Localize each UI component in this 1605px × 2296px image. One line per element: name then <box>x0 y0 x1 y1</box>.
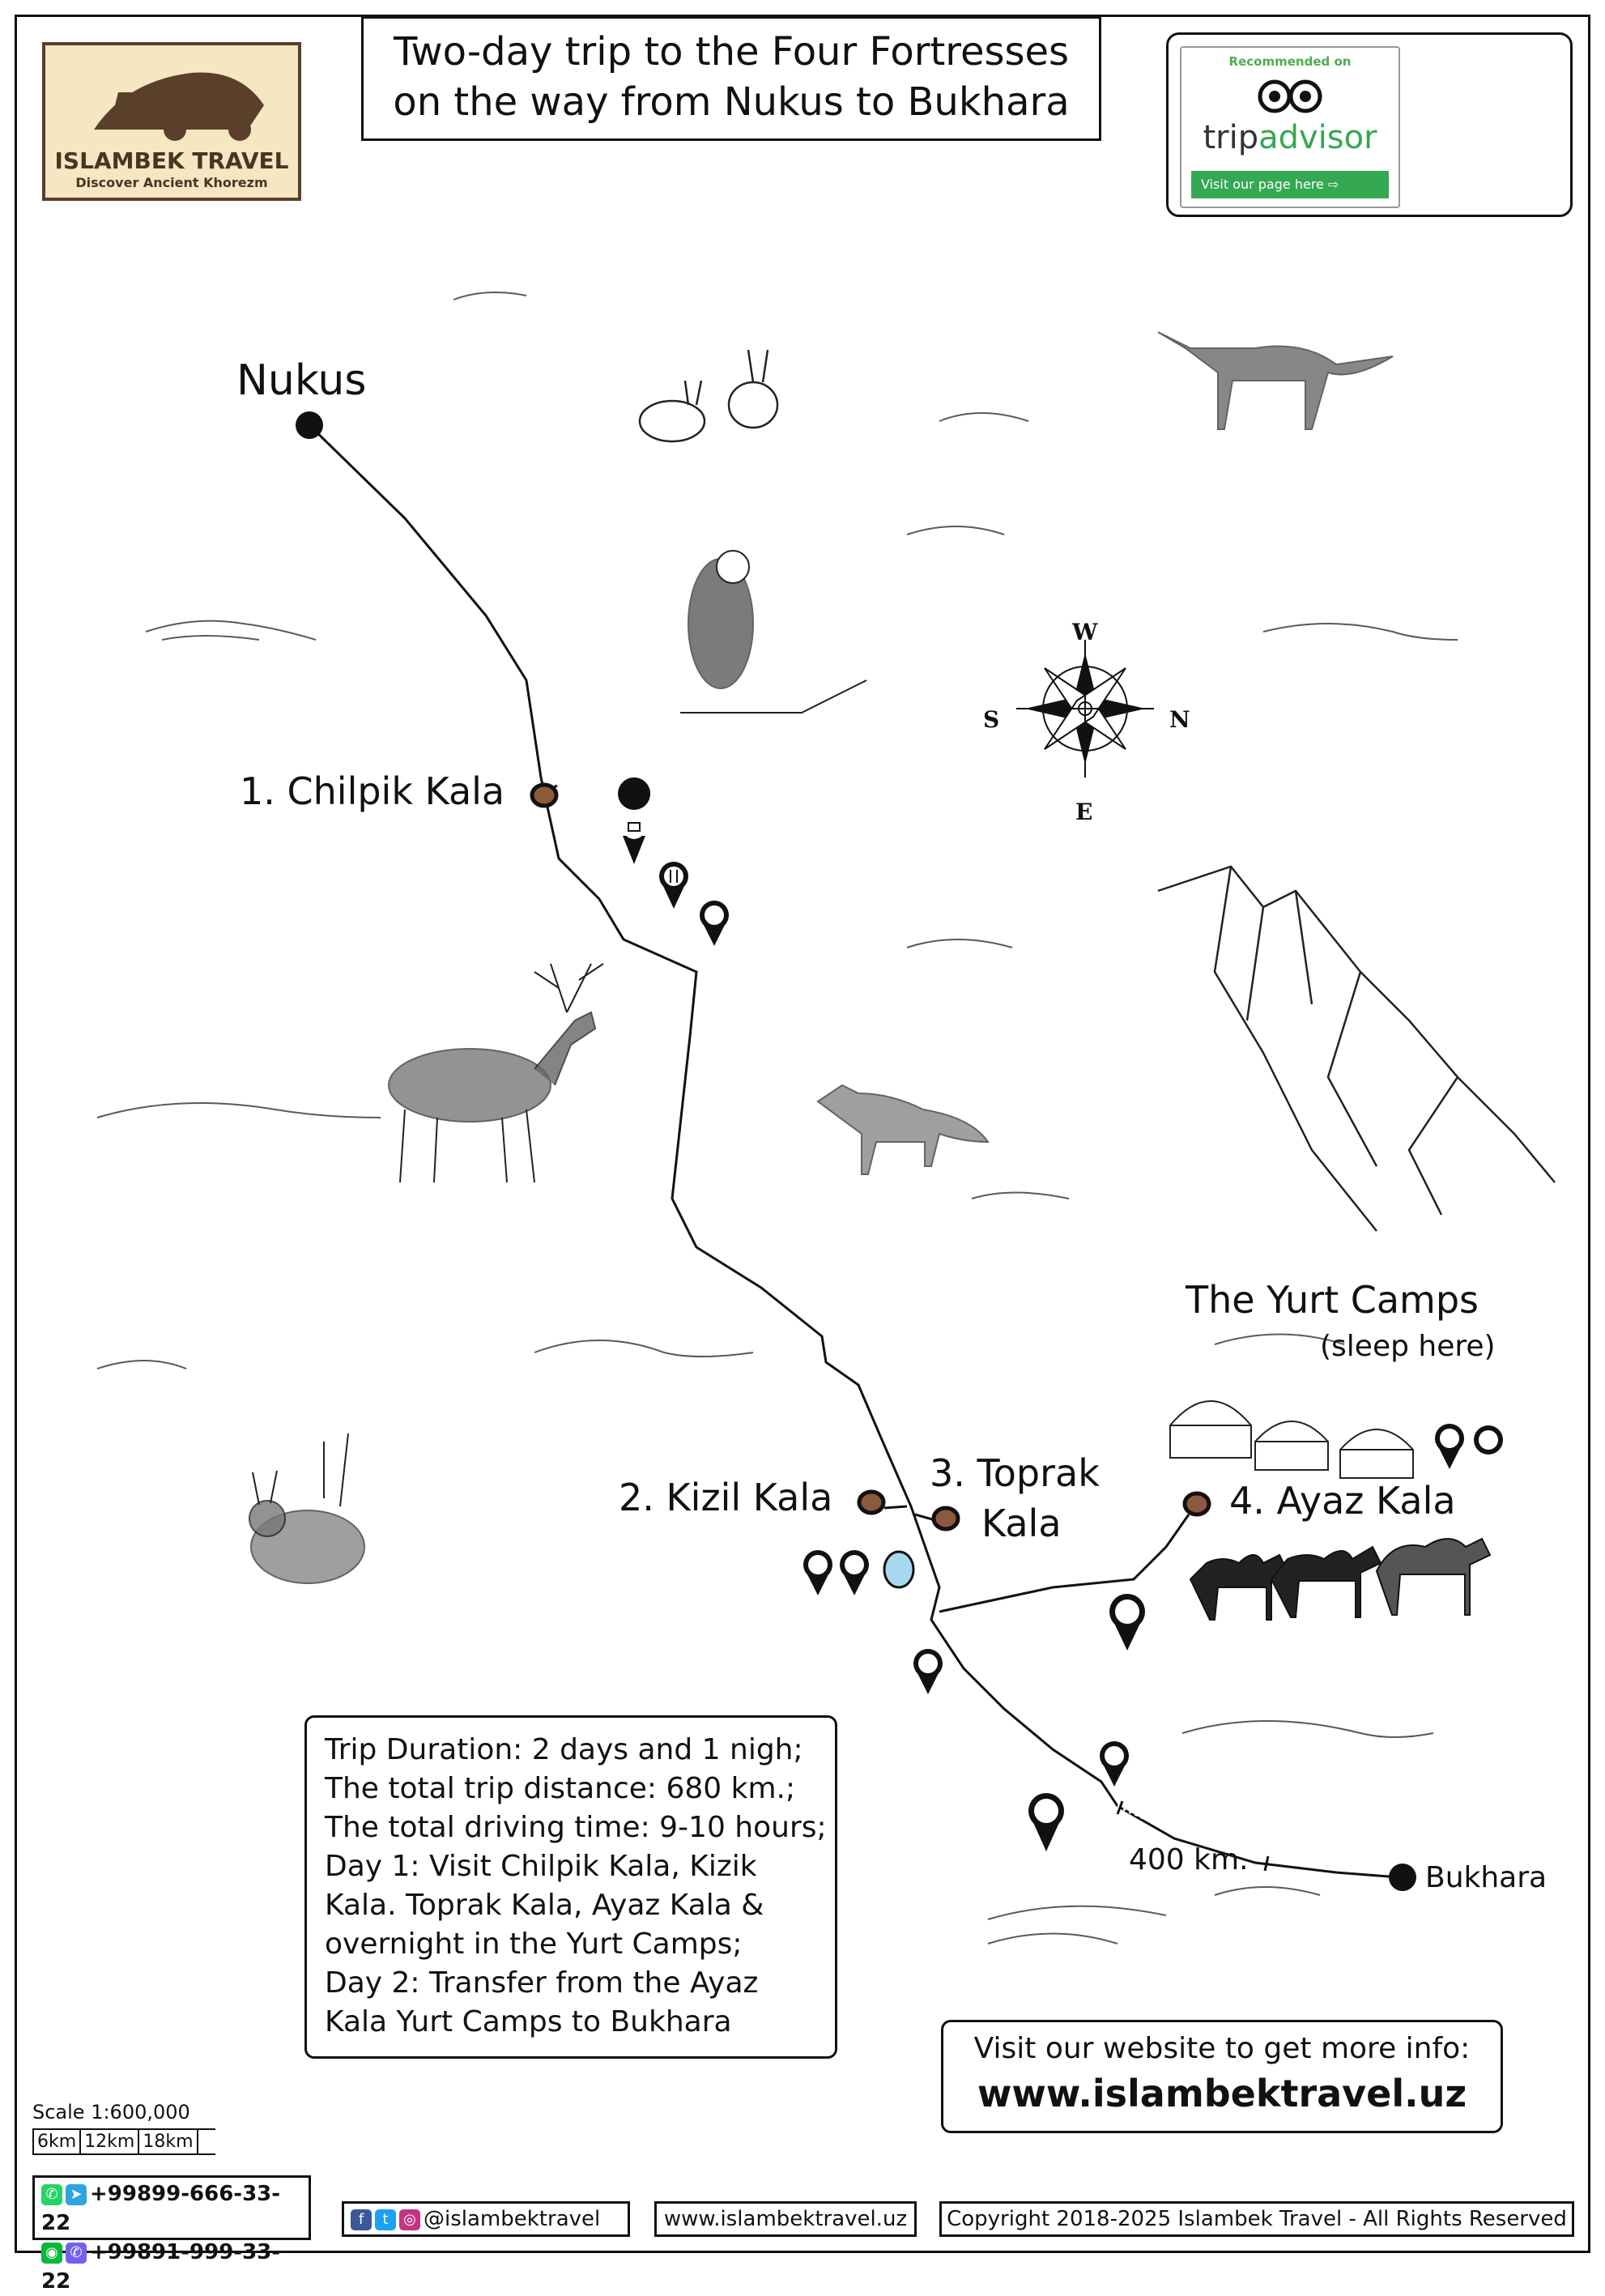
copyright: Copyright 2018-2025 Islambek Travel - All Rights Reserved <box>939 2201 1574 2237</box>
arrow-right-icon: ⇨ <box>1327 177 1339 192</box>
compass-s: S <box>983 706 1000 733</box>
label-toprak-2: Kala <box>981 1502 1062 1545</box>
info-line: Kala Yurt Camps to Bukhara <box>325 2005 732 2038</box>
phone-1[interactable]: +99899-666-33-22 <box>41 2182 281 2235</box>
label-bukhara: Bukhara <box>1425 1861 1548 1894</box>
label-toprak-1: 3. Toprak <box>930 1451 1100 1495</box>
mountain-sketch <box>1158 867 1555 1231</box>
social-box <box>342 2201 630 2237</box>
info-line: Day 2: Transfer from the Ayaz <box>325 1966 759 2000</box>
food-pin-icon <box>1435 1424 1464 1469</box>
food-pin-icon <box>913 1649 943 1694</box>
wechat-icon[interactable]: ◉ <box>41 2243 62 2264</box>
nukus-dot <box>296 411 323 439</box>
yurt-note: (sleep here) <box>1320 1330 1496 1363</box>
food-pin-icon <box>1100 1741 1129 1787</box>
scale-bar <box>32 2101 215 2155</box>
shop-pin-icon <box>1028 1793 1064 1851</box>
compass-w: W <box>1072 619 1098 645</box>
scale-label: Scale 1:600,000 <box>32 2101 190 2123</box>
website-box[interactable] <box>941 2020 1503 2133</box>
ayaz-marker <box>1185 1493 1209 1514</box>
facebook-icon[interactable]: f <box>351 2209 372 2230</box>
yurt-title: The Yurt Camps <box>1186 1278 1479 1322</box>
food-pin-icon <box>659 862 688 909</box>
info-line: Kala. Toprak Kala, Ayaz Kala & <box>325 1889 764 1922</box>
wc-pin-icon <box>700 901 729 946</box>
water-marker <box>884 1552 913 1587</box>
instagram-icon[interactable]: ◎ <box>399 2209 420 2230</box>
website-url[interactable]: www.islambektravel.uz <box>977 2072 1467 2115</box>
map-title <box>361 16 1101 141</box>
label-ayaz: 4. Ayaz Kala <box>1229 1479 1456 1523</box>
label-kizil: 2. Kizil Kala <box>619 1476 833 1519</box>
tripadvisor-badge[interactable] <box>1166 32 1573 217</box>
scale-cell: 12km <box>81 2130 139 2153</box>
label-nukus: Nukus <box>236 356 367 405</box>
compass-rose <box>1016 640 1154 777</box>
bukhara-dot <box>1389 1864 1416 1891</box>
ta-visit-link[interactable]: Visit our page here ⇨ <box>1191 171 1389 198</box>
info-line: Trip Duration: 2 days and 1 nigh; <box>325 1733 803 1766</box>
eagle-sketch <box>680 551 866 713</box>
branch-ayaz <box>939 1514 1189 1612</box>
ta-name: tripadvisor <box>1203 119 1377 156</box>
main-route <box>309 425 1399 1877</box>
car-logo-icon <box>45 49 298 146</box>
phone-2[interactable]: +99891-999-33-22 <box>41 2240 281 2294</box>
toprak-marker <box>934 1508 958 1529</box>
title-line-1: Two-day trip to the Four Fortresses <box>393 29 1070 75</box>
logo-brand: ISLAMBEK TRAVEL <box>54 147 289 174</box>
kizil-marker <box>859 1492 883 1513</box>
twitter-icon[interactable]: t <box>375 2209 396 2230</box>
info-line: The total driving time: 9-10 hours; <box>325 1811 827 1844</box>
deer-sketch <box>389 964 603 1182</box>
scale-cell: 18km <box>139 2130 198 2153</box>
compass-e: E <box>1075 799 1093 825</box>
rabbits-sketch <box>640 350 777 441</box>
wc-pin-icon <box>1474 1425 1503 1455</box>
small-fox-sketch <box>818 1085 988 1174</box>
viber-icon[interactable]: ✆ <box>66 2243 87 2264</box>
owl-icon <box>1254 79 1326 114</box>
branch-kizil <box>884 1506 907 1508</box>
whatsapp-icon[interactable]: ✆ <box>41 2184 62 2205</box>
camels-sketch <box>1190 1539 1490 1620</box>
yurts-sketch <box>1170 1401 1413 1478</box>
info-line: The total trip distance: 680 km.; <box>325 1772 796 1805</box>
telegram-icon[interactable]: ➤ <box>66 2184 87 2205</box>
shop-pin-icon <box>1109 1594 1145 1651</box>
phone-box <box>32 2175 311 2294</box>
scale-cell: 6km <box>34 2130 81 2153</box>
trip-info-box <box>304 1715 837 2059</box>
distance-label: 400 km. <box>1129 1843 1249 1876</box>
title-line-2: on the way from Nukus to Bukhara <box>393 79 1070 125</box>
ta-recommended: Recommended on <box>1228 54 1352 69</box>
tripadvisor-card[interactable] <box>1180 46 1400 208</box>
distance-tick-2 <box>1265 1856 1268 1871</box>
info-line: Day 1: Visit Chilpik Kala, Kizik <box>325 1850 757 1883</box>
islambek-logo <box>42 42 301 201</box>
social-handle[interactable]: @islambektravel <box>424 2207 601 2231</box>
shop-pin-icon <box>618 777 650 864</box>
chilpik-marker <box>532 785 556 806</box>
wc-pin-icon <box>840 1550 869 1595</box>
hare-sketch <box>249 1433 364 1583</box>
food-pin-icon <box>803 1550 832 1595</box>
logo-slogan: Discover Ancient Khorezm <box>75 175 268 190</box>
footer-website[interactable]: www.islambektravel.uz <box>654 2201 917 2237</box>
label-chilpik: 1. Chilpik Kala <box>240 769 505 813</box>
dune-sketches <box>97 292 1458 1944</box>
website-prompt: Visit our website to get more info: <box>973 2032 1471 2065</box>
compass-n: N <box>1169 706 1190 733</box>
info-line: overnight in the Yurt Camps; <box>325 1928 743 1961</box>
fox-sketch <box>1158 332 1393 429</box>
